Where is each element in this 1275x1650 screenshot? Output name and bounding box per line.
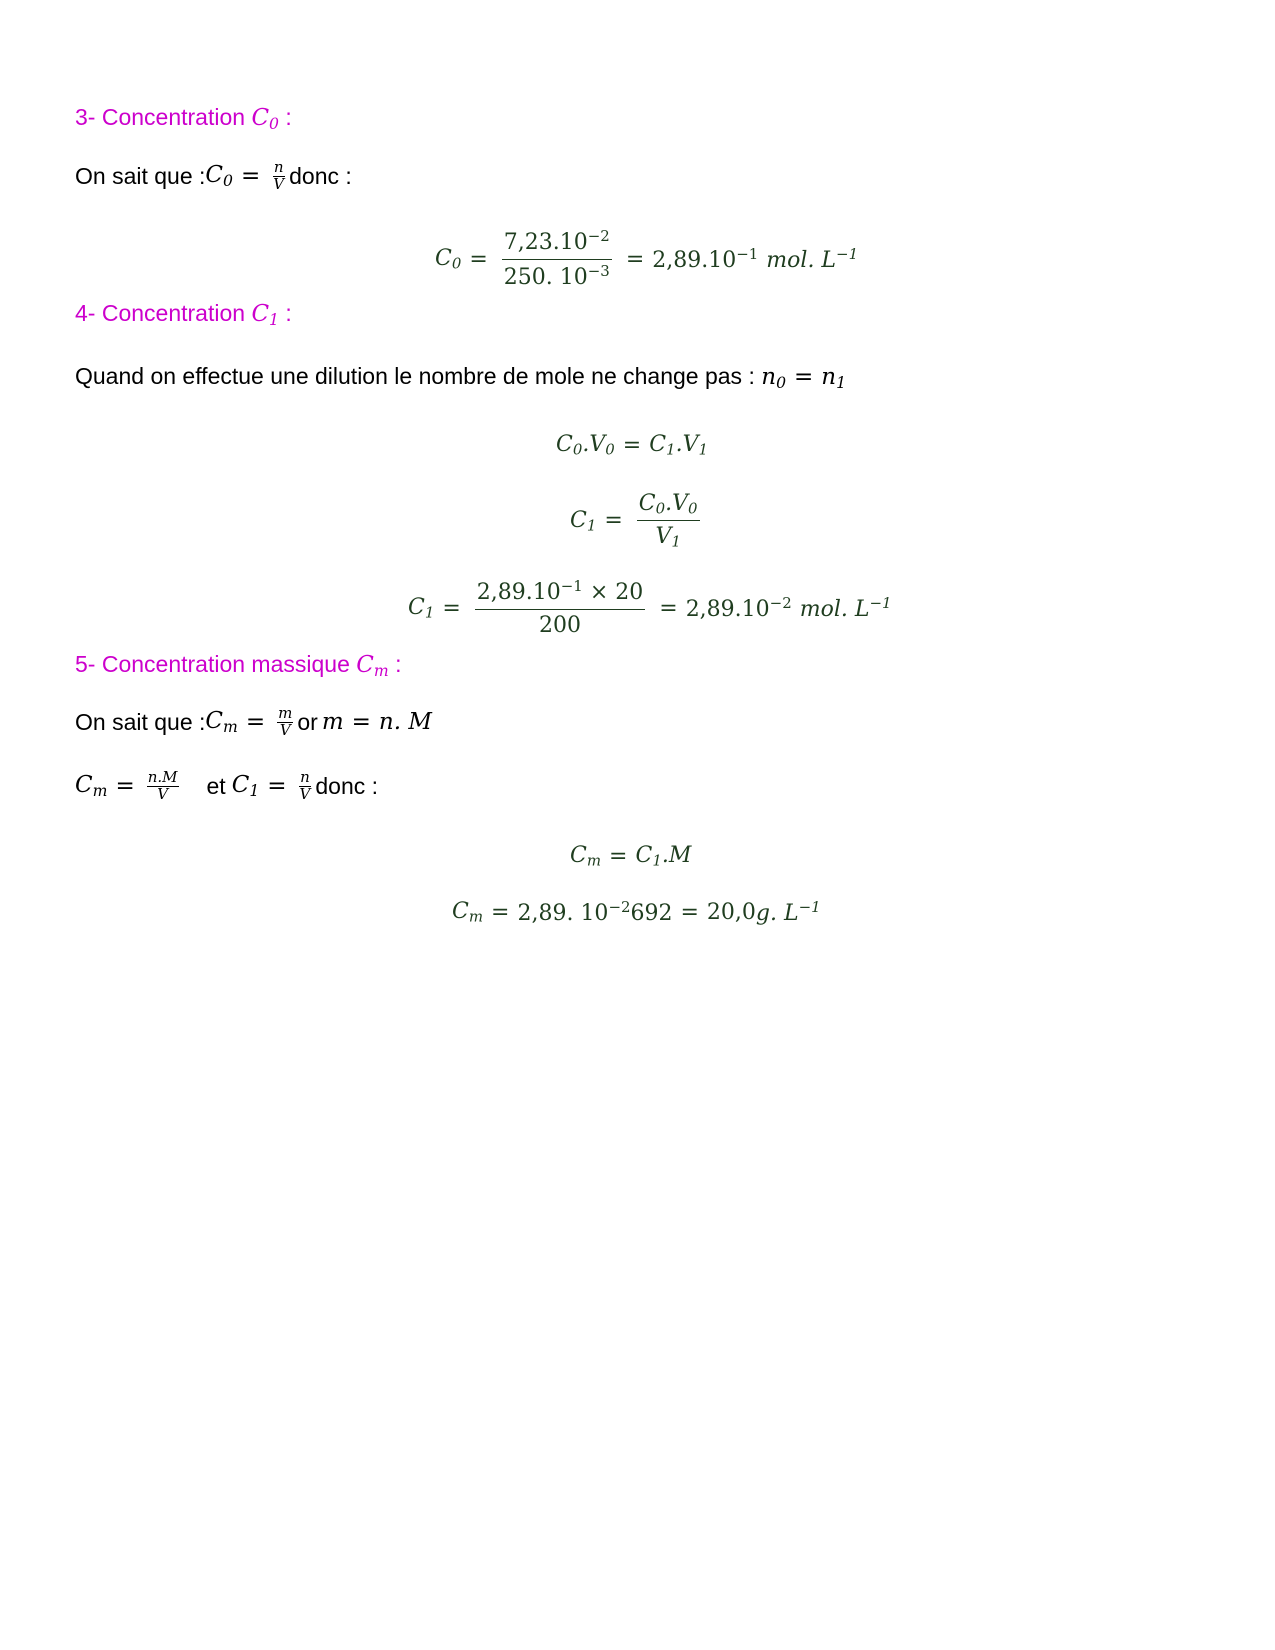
section-4-equation-2: $C_1$ = $\frac{C_0.V_0}{V_1}$ (570, 491, 698, 552)
section-5-line2-tail: donc : (315, 772, 379, 799)
section-4-intro-text: Quand on effectue une dilution le nombre de mole ne change pas : (75, 363, 762, 389)
section-5-line2-et: et (206, 772, 226, 799)
section-3-heading-colon: : (279, 104, 292, 130)
section-3-heading (75, 104, 292, 133)
section-4-heading-var: $C_1$ (251, 301, 279, 329)
section-5-line-2: $C_m$ = $\frac{n.M}{V}$ et $C_1$ = $\frac{n}{V}$ donc : (75, 768, 379, 803)
section-5-equation-2: $C_m$ = 2,89. $10^{-2}692$ = 20,0 g. $L^{-1}$ (452, 898, 821, 927)
section-3-equation: $C_0$ = $\frac{7,23.10^{-2}}{250. 10^{-3}}$ = $2,89.10^{-1}$ mol. $L^{-1}$ (435, 227, 859, 290)
section-5-line2-fraction-2: $\frac{n}{V}$ (299, 768, 311, 803)
section-5-heading (75, 651, 401, 680)
section-3-eq-result: $2,89.10^{-1}$ (652, 245, 759, 274)
section-4-equation-3: $C_1$ = $\frac{2,89.10^{-1} \times 20}{200}$ = $2,89.10^{-2}$ mol. $L^{-1}$ (408, 577, 892, 638)
section-4-eq2-fraction: $\frac{C_0.V_0}{V_1}$ (638, 491, 698, 552)
section-4-heading-colon: : (279, 300, 292, 326)
section-3-heading-text: 3- Concentration (75, 104, 252, 130)
section-4-intro: Quand on effectue une dilution le nombre de mole ne change pas : $n_0 = n_1$ (75, 363, 847, 392)
section-3-intro-fraction: $\frac{n}{V}$ (273, 158, 285, 193)
section-3-eq-fraction: $\frac{7,23.10^{-2}}{250. 10^{-3}}$ (503, 227, 610, 290)
section-3-intro-var: $C_0$ (205, 162, 233, 191)
section-5-intro: On sait que : $C_m$ = $\frac{m}{V}$ or m = n. M (75, 704, 432, 739)
section-5-line2-fraction-1: $\frac{n.M}{V}$ (147, 768, 178, 803)
section-5-intro-or: or (297, 708, 318, 735)
section-4-heading-text: 4- Concentration (75, 300, 252, 326)
section-5-heading-colon: : (388, 651, 402, 677)
section-4-eq3-fraction: $\frac{2,89.10^{-1} \times 20}{200}$ (476, 577, 644, 638)
section-5-intro-fraction: $\frac{m}{V}$ (278, 704, 293, 739)
section-5-heading-text: 5- Concentration massique (75, 651, 357, 677)
section-5-equation-1: $C_m$ = $C_1.M$ (570, 843, 692, 870)
section-3-intro (75, 160, 352, 193)
section-5-heading-var: $C_m$ (356, 652, 389, 680)
section-3-heading-var: $C_0$ (251, 105, 279, 133)
section-3-intro-text: On sait que : (75, 162, 206, 189)
section-4-intro-rhs: $n_1$ (821, 364, 847, 392)
section-4-eq3-unit: mol. $L^{-1}$ (799, 594, 892, 623)
section-4-heading (75, 300, 292, 329)
section-4-equation-1: $C_0.V_0$ = $C_1.V_1$ (556, 432, 708, 459)
section-5-intro-text: On sait que : (75, 708, 206, 735)
section-3-eq-unit: mol. $L^{-1}$ (766, 245, 859, 274)
section-4-eq3-result: $2,89.10^{-2}$ (685, 594, 792, 623)
section-4-intro-lhs: $n_0$ (761, 364, 787, 392)
section-3-eq-lhs: $C_0$ (435, 245, 462, 273)
section-3-intro-tail: donc : (289, 162, 352, 189)
equals-sign: = (240, 163, 261, 190)
